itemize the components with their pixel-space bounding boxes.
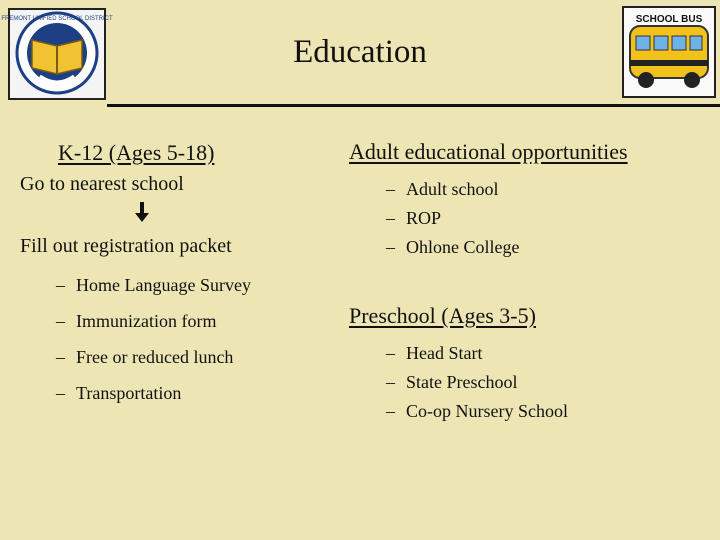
- list-item: [56, 382, 181, 404]
- list-item-label: Transportation: [76, 383, 182, 403]
- preschool-heading: Preschool (Ages 3-5): [349, 303, 536, 328]
- logo-right-text: SCHOOL BUS: [635, 14, 703, 25]
- list-item: [386, 236, 519, 258]
- dash-bullet: –: [386, 372, 395, 392]
- list-item: [386, 400, 568, 422]
- list-item: [386, 178, 499, 200]
- dash-bullet: –: [56, 275, 65, 295]
- list-item-label: State Preschool: [406, 372, 518, 392]
- dash-bullet: –: [386, 343, 395, 363]
- list-item-label: Co-op Nursery School: [406, 401, 568, 421]
- title-divider: [107, 104, 720, 107]
- adult-heading: Adult educational opportunities: [349, 139, 628, 164]
- list-item-label: ROP: [406, 208, 442, 228]
- dash-bullet: –: [56, 383, 65, 403]
- dash-bullet: –: [386, 208, 395, 228]
- list-item: [386, 342, 482, 364]
- k12-heading: K-12 (Ages 5-18): [58, 140, 215, 165]
- dash-bullet: –: [56, 311, 65, 331]
- logo-left-text: FREMONT UNIFIED SCHOOL DISTRICT: [1, 16, 113, 22]
- dash-bullet: –: [386, 401, 395, 421]
- k12-line-registration: Fill out registration packet: [20, 235, 232, 257]
- school-bus-icon: [624, 8, 714, 96]
- page-title: Education: [293, 34, 427, 70]
- list-item: [386, 371, 517, 393]
- list-item-label: Ohlone College: [406, 237, 520, 257]
- list-item-label: Immunization form: [76, 311, 217, 331]
- dash-bullet: –: [386, 179, 395, 199]
- list-item-label: Free or reduced lunch: [76, 347, 234, 367]
- dash-bullet: –: [386, 237, 395, 257]
- list-item-label: Head Start: [406, 343, 483, 363]
- list-item: [56, 346, 233, 368]
- list-item: [386, 207, 441, 229]
- list-item-label: Home Language Survey: [76, 275, 251, 295]
- k12-line-nearest-school: Go to nearest school: [20, 173, 184, 195]
- list-item: [56, 310, 216, 332]
- list-item: [56, 274, 251, 296]
- arrow-down-icon: [134, 202, 150, 222]
- school-bus-logo: [622, 6, 716, 98]
- dash-bullet: –: [56, 347, 65, 367]
- list-item-label: Adult school: [406, 179, 499, 199]
